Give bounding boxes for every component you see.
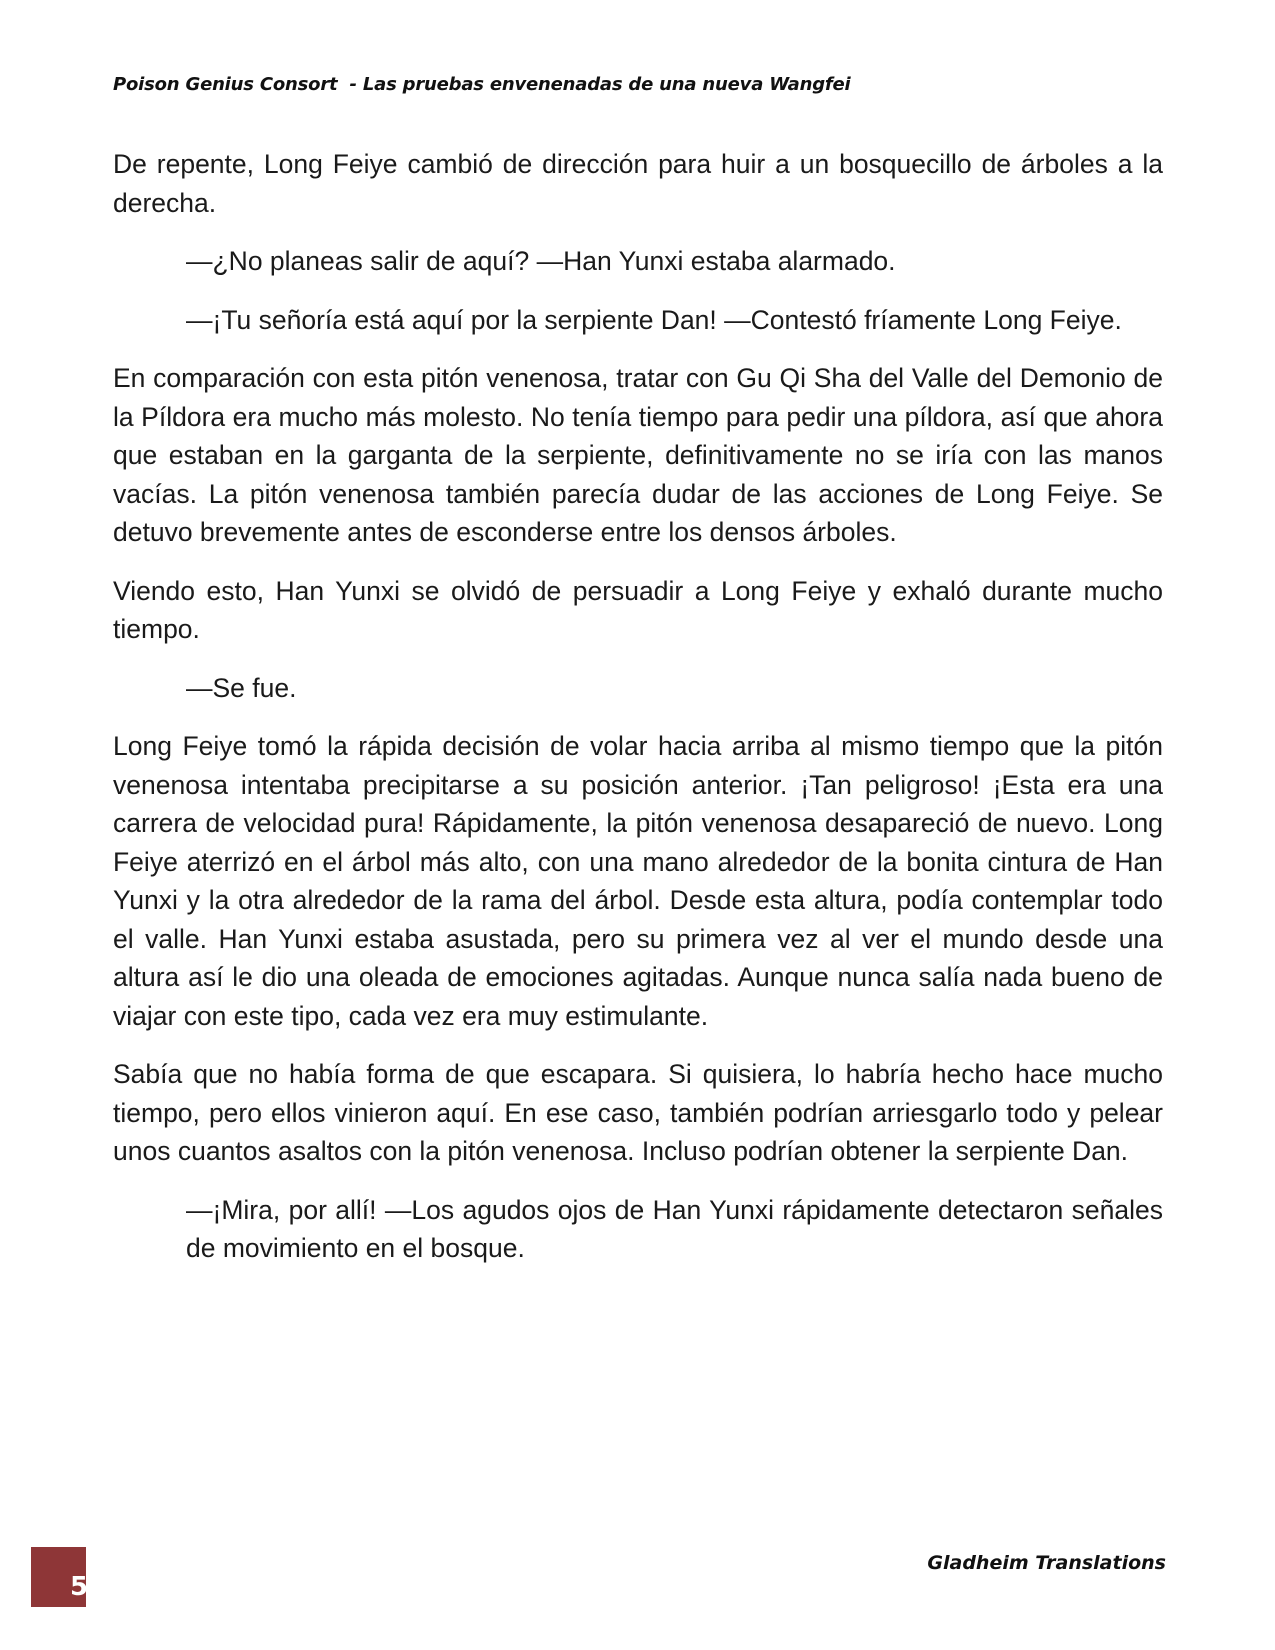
paragraph: De repente, Long Feiye cambió de dirección para huir a un bosquecillo de árboles a la derecha. [113,149,1163,218]
dialog-paragraph: —Se fue. [186,672,297,703]
running-header: Poison Genius Consort - Las pruebas envenenadas de una nueva Wangfei [113,74,851,95]
paragraph: En comparación con esta pitón venenosa, tratar con Gu Qi Sha del Valle del Demonio de la Píldora era mucho más molesto. No tenía tiempo para pedir una píldora, así que ahora que estaban en la garganta de la serpiente, definitivamente no se iría con las manos vacías. La pitón venenosa también parecía dudar de las acciones de Long Feiye. Se detuvo brevemente antes de esconderse entre los densos árboles. [113,363,1163,547]
paragraph: Sabía que no había forma de que escapara. Si quisiera, lo habría hecho hace mucho tiempo, pero ellos vinieron aquí. En ese caso, también podrían arriesgarlo todo y pelear unos cuantos asaltos con la pitón venenosa. Incluso podrían obtener la serpiente Dan. [113,1059,1163,1166]
dialog-paragraph: —¡Mira, por allí! —Los agudos ojos de Han Yunxi rápidamente detectaron señales de movimiento en el bosque. [186,1194,1163,1263]
translator-credit: Gladheim Translations [927,1552,1166,1574]
paragraph: Long Feiye tomó la rápida decisión de volar hacia arriba al mismo tiempo que la pitón venenosa intentaba precipitarse a su posición anterior. ¡Tan peligroso! ¡Esta era una carrera de velocidad pura! Rápidamente, la pitón venenosa desapareció de nuevo. Long Feiye aterrizó en el árbol más alto, con una mano alrededor de la bonita cintura de Han Yunxi y la otra alrededor de la rama del árbol. Desde esta altura, podía contemplar todo el valle. Han Yunxi estaba asustada, pero su primera vez al ver el mundo desde una altura así le dio una oleada de emociones agitadas. Aunque nunca salía nada bueno de viajar con este tipo, cada vez era muy estimulante. [113,731,1163,1031]
page-body [113,145,1163,1268]
dialog-paragraph: —¡Tu señoría está aquí por la serpiente Dan! —Contestó fríamente Long Feiye. [186,304,1122,335]
paragraph: Viendo esto, Han Yunxi se olvidó de persuadir a Long Feiye y exhaló durante mucho tiempo. [113,575,1163,644]
dialog-paragraph: —¿No planeas salir de aquí? —Han Yunxi estaba alarmado. [186,246,896,276]
page-number-underline [31,1605,86,1607]
page-number: 5 [70,1572,89,1602]
